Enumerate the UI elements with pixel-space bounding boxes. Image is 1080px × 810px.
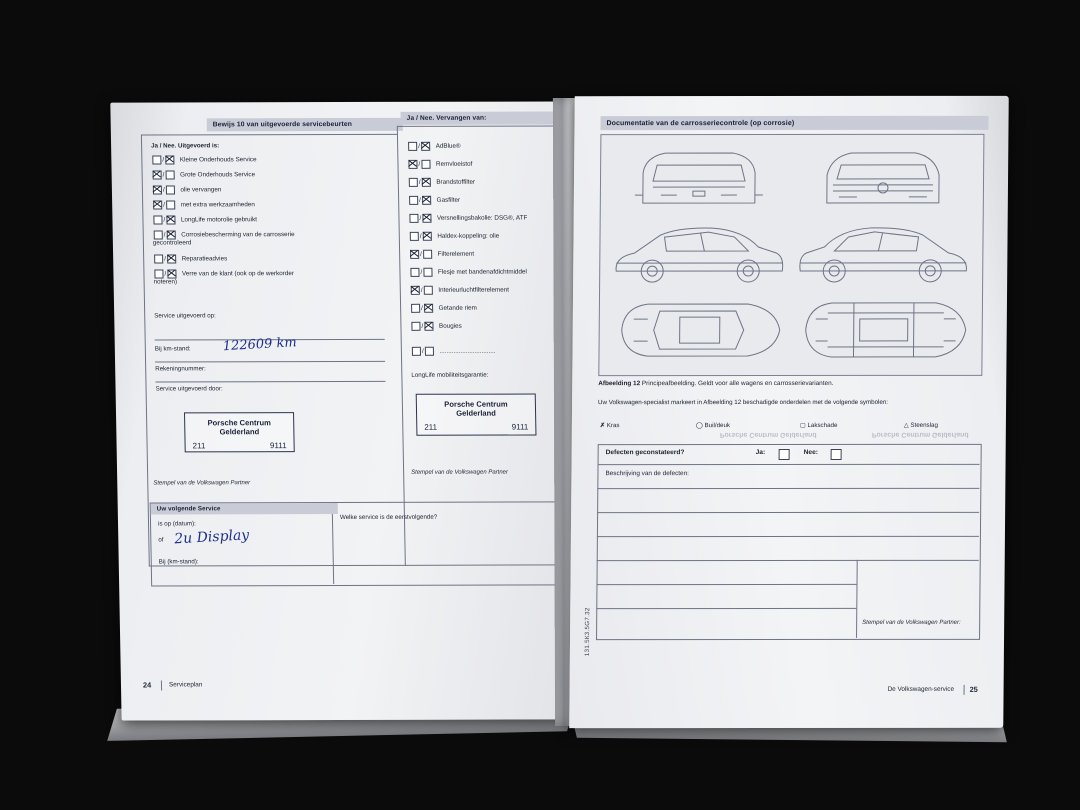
car-side-view-left: [608, 217, 789, 289]
right-page-header: Documentatie van de carrosseriecontrole (op corrosie): [600, 116, 988, 130]
service-booklet: [88, 92, 1008, 752]
field-label-performed-by: Service uitgevoerd door:: [155, 385, 223, 393]
car-rear-view: [615, 143, 784, 213]
car-underbody-view: [793, 293, 974, 367]
field-label-service-date: Service uitgevoerd op:: [154, 312, 216, 320]
checkbox-no[interactable]: [166, 200, 175, 209]
defects-no-label: Nee:: [803, 448, 818, 456]
next-service-header: Uw volgende Service: [151, 503, 338, 514]
next-service-date-label: is op (datum):: [157, 520, 196, 528]
description-label: Beschrijving van de defecten:: [605, 470, 689, 478]
checkbox-no[interactable]: [165, 155, 174, 164]
checkbox-yes[interactable]: [410, 232, 419, 241]
right-form-frame: [397, 125, 571, 565]
checkbox-no[interactable]: [422, 196, 431, 205]
defects-no-checkbox[interactable]: [831, 449, 842, 460]
left-page: [110, 101, 573, 720]
legend-steenslag: △ Steenslag: [903, 421, 938, 429]
document-code: 131.5К3.5G7.32: [583, 607, 592, 657]
list-item[interactable]: / met extra werkzaamheden: [152, 200, 255, 209]
replace-item[interactable]: / Bougies: [410, 322, 461, 331]
list-item[interactable]: / olie vervangen: [152, 185, 222, 194]
checkbox-no[interactable]: [165, 170, 174, 179]
checkbox-yes[interactable]: [154, 254, 163, 263]
replace-item[interactable]: / Remvloeistof: [407, 160, 472, 169]
checkbox-yes[interactable]: [410, 250, 419, 259]
replace-item[interactable]: / Haldex-koppeling: olie: [409, 232, 500, 241]
car-front-view: [799, 143, 968, 213]
replace-item[interactable]: / Flesje met bandenafdichtmiddel: [409, 268, 527, 277]
replace-column-header: Ja / Nee. Vervangen van:: [401, 111, 567, 124]
left-footer-text: Serviceplan: [168, 681, 203, 689]
stamp-right: Porsche Centrum Gelderland 211 9111: [416, 393, 537, 435]
checkbox-yes[interactable]: [409, 178, 418, 187]
list-item[interactable]: / Kleine Onderhouds Service: [151, 155, 256, 164]
legend-lakschade: ▢ Lakschade: [799, 421, 838, 429]
checkbox-no[interactable]: [424, 304, 433, 313]
checkbox-yes[interactable]: [410, 268, 419, 277]
checkbox-no[interactable]: [166, 185, 175, 194]
checkbox-yes[interactable]: [153, 185, 162, 194]
stamp-caption-right: Stempel van de Volkswagen Partner: [411, 469, 509, 476]
ghost-stamp-imprint-2: Porsche Centrum Gelderland: [871, 430, 969, 438]
checkbox-yes[interactable]: [409, 214, 418, 223]
left-page-number: 24: [142, 680, 152, 690]
checkbox-no[interactable]: [422, 232, 431, 241]
handwritten-next-service: 2u Display: [173, 527, 250, 548]
checkbox-yes[interactable]: [411, 322, 420, 331]
left-page-header: Bewijs 10 van uitgevoerde servicebeurten: [207, 118, 403, 132]
checkbox-yes[interactable]: [154, 230, 163, 239]
checkbox-no[interactable]: [167, 269, 176, 278]
stamp-left: Porsche Centrum Gelderland 211 9111: [184, 412, 295, 452]
checkbox-yes[interactable]: [408, 160, 417, 169]
checkbox-no[interactable]: [423, 268, 432, 277]
checkbox-yes[interactable]: [408, 142, 417, 151]
handwritten-km-stand: 122609 km: [222, 335, 298, 355]
checkbox-no[interactable]: [421, 142, 430, 151]
checkbox-no[interactable]: [167, 254, 176, 263]
checkbox-no[interactable]: [423, 250, 432, 259]
car-side-view-right: [794, 217, 975, 289]
performed-column-header: Ja / Nee. Uitgevoerd is:: [151, 142, 220, 150]
checkbox-no[interactable]: [422, 214, 431, 223]
checkbox-yes[interactable]: [409, 196, 418, 205]
checkbox-no[interactable]: [166, 230, 175, 239]
checkbox-no[interactable]: [421, 178, 430, 187]
square-icon: ▢: [799, 421, 806, 429]
triangle-icon: △: [903, 421, 909, 429]
next-service-question: Welke service is de eerstvolgende?: [339, 513, 438, 521]
replace-item[interactable]: / AdBlue®: [407, 142, 461, 151]
defects-yes-label: Ja:: [755, 449, 766, 457]
footer-divider: [964, 685, 965, 695]
defects-yes-checkbox[interactable]: [779, 449, 790, 460]
replace-item[interactable]: / Versnellingsbakolie: DSG®, ATF: [408, 214, 527, 223]
next-service-or-label: of: [158, 536, 164, 544]
stamp-caption-left: Stempel van de Volkswagen Partner: [153, 480, 251, 487]
checkbox-no[interactable]: [423, 286, 432, 295]
checkbox-yes[interactable]: [153, 171, 162, 180]
list-item[interactable]: / LongLife motorolie gebruikt: [152, 215, 257, 224]
ghost-stamp-imprint: Porsche Centrum Gelderland: [719, 430, 817, 439]
defects-title: Defecten geconstateerd?: [605, 449, 685, 457]
circle-icon: ◯: [695, 422, 703, 430]
replace-item[interactable]: / Filterelement: [409, 250, 474, 259]
list-item[interactable]: / Grote Onderhouds Service: [152, 170, 256, 179]
right-stamp-caption: Stempel van de Volkswagen Partner:: [862, 619, 961, 626]
replace-item[interactable]: / Interieurluchtfilterelement: [410, 286, 509, 295]
checkbox-yes[interactable]: [153, 200, 162, 209]
checkbox-yes[interactable]: [411, 304, 420, 313]
list-item[interactable]: / Reparatieadvies: [153, 254, 227, 263]
checkbox-yes[interactable]: [412, 347, 421, 356]
body-inspection-figure: [598, 134, 984, 376]
checkbox-no[interactable]: [424, 322, 433, 331]
figure-caption: Afbeelding 12 Principeafbeelding. Geldt voor alle wagens en carrosserievarianten.: [598, 379, 834, 388]
replace-item[interactable]: / Gasfilter: [408, 196, 460, 205]
checkbox-yes[interactable]: [153, 215, 162, 224]
field-label-invoice: Rekeningnummer:: [155, 365, 206, 373]
replace-item[interactable]: / Brandstoffilter: [408, 178, 475, 187]
checkbox-yes[interactable]: [154, 269, 163, 278]
right-page-number: 25: [969, 684, 978, 694]
field-label-km: Bij km-stand:: [154, 345, 191, 353]
longlife-label: LongLife mobiliteitsgarantie:: [411, 371, 489, 379]
list-item[interactable]: / Verre van de klant (ook op de werkorder noteren): [153, 270, 295, 286]
footer-divider: [161, 680, 162, 690]
checkbox-no[interactable]: [425, 347, 434, 356]
right-page: [569, 96, 1009, 728]
checkbox-yes[interactable]: [411, 286, 420, 295]
replace-item-blank[interactable]: / ................................: [411, 347, 496, 356]
car-top-view: [607, 293, 788, 367]
cross-icon: ✗: [599, 422, 606, 430]
right-footer-text: De Volkswagen-service: [887, 685, 955, 693]
checkbox-yes[interactable]: [152, 156, 161, 165]
checkbox-no[interactable]: [421, 160, 430, 169]
next-service-km-label: Bij (km-stand):: [158, 558, 199, 566]
replace-item[interactable]: / Getande riem: [410, 304, 477, 313]
legend-kras: ✗ Kras: [599, 422, 620, 430]
legend-instruction: Uw Volkswagen-specialist markeert in Afbeelding 12 beschadigde onderdelen met de volgende symbolen:: [598, 398, 889, 407]
legend-buildeuk: ◯ Buil/deuk: [695, 422, 731, 430]
checkbox-no[interactable]: [166, 215, 175, 224]
list-item[interactable]: / Corrosiebescherming van de carrosserie gecontroleerd: [152, 231, 295, 247]
